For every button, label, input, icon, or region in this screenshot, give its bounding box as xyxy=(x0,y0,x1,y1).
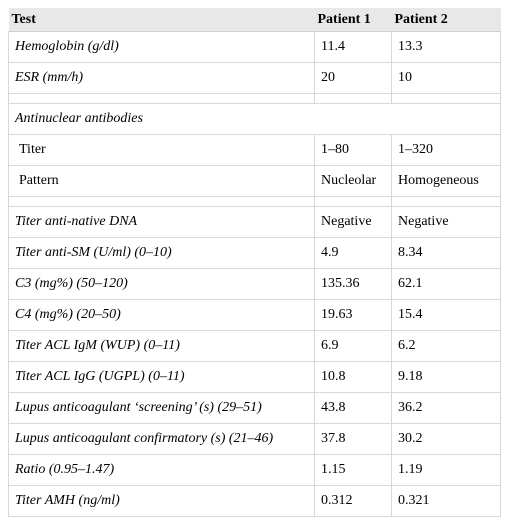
test-label: Lupus anticoagulant ‘screening’ (s) (29–51) xyxy=(9,393,315,424)
patient-1-value: 20 xyxy=(315,63,392,94)
patient-1-value: 1.15 xyxy=(315,455,392,486)
table-row-c4 xyxy=(9,300,501,331)
patient-1-value: 19.63 xyxy=(315,300,392,331)
table-row-titer xyxy=(9,135,501,166)
table-row-la-confirmatory xyxy=(9,424,501,455)
test-label: Pattern xyxy=(9,166,315,197)
patient-2-value: 10 xyxy=(392,63,501,94)
patient-1-value: Negative xyxy=(315,207,392,238)
patient-2-value: 62.1 xyxy=(392,269,501,300)
table-row-la-screening xyxy=(9,393,501,424)
patient-1-value: 11.4 xyxy=(315,32,392,63)
patient-1-value: 135.36 xyxy=(315,269,392,300)
table-row-c3 xyxy=(9,269,501,300)
patient-1-value: 10.8 xyxy=(315,362,392,393)
test-label: Ratio (0.95–1.47) xyxy=(9,455,315,486)
spacer-cell xyxy=(315,94,392,104)
table-header xyxy=(9,8,501,32)
test-label: Titer anti-SM (U/ml) (0–10) xyxy=(9,238,315,269)
patient-2-value: 30.2 xyxy=(392,424,501,455)
patient-2-value: 8.34 xyxy=(392,238,501,269)
spacer-cell xyxy=(392,197,501,207)
patient-2-value: 0.321 xyxy=(392,486,501,517)
test-label: Titer xyxy=(9,135,315,166)
spacer-cell xyxy=(315,197,392,207)
patient-1-value: 0.312 xyxy=(315,486,392,517)
table-row-anti-sm xyxy=(9,238,501,269)
patient-2-value: Homogeneous xyxy=(392,166,501,197)
table-row-amh xyxy=(9,486,501,517)
patient-2-value: 1.19 xyxy=(392,455,501,486)
spacer-row xyxy=(9,197,501,207)
test-label: Titer AMH (ng/ml) xyxy=(9,486,315,517)
patient-2-value: 13.3 xyxy=(392,32,501,63)
table-body xyxy=(9,32,501,517)
test-label: C4 (mg%) (20–50) xyxy=(9,300,315,331)
patient-2-value: 36.2 xyxy=(392,393,501,424)
table-row-antinuclear-antibodies xyxy=(9,104,501,135)
patient-1-value: 6.9 xyxy=(315,331,392,362)
patient-1-value: 1–80 xyxy=(315,135,392,166)
table-row-hemoglobin xyxy=(9,32,501,63)
spacer-row xyxy=(9,94,501,104)
table-row-acl-igg xyxy=(9,362,501,393)
test-label: Titer ACL IgM (WUP) (0–11) xyxy=(9,331,315,362)
test-label: ESR (mm/h) xyxy=(9,63,315,94)
test-label: Titer anti-native DNA xyxy=(9,207,315,238)
patient-1-value: 37.8 xyxy=(315,424,392,455)
table-row-acl-igm xyxy=(9,331,501,362)
patient-1-value: 43.8 xyxy=(315,393,392,424)
spacer-cell xyxy=(392,94,501,104)
header-patient-1: Patient 1 xyxy=(315,8,392,32)
header-patient-2: Patient 2 xyxy=(392,8,501,32)
table-row-pattern xyxy=(9,166,501,197)
table-row-esr xyxy=(9,63,501,94)
test-label: Titer ACL IgG (UGPL) (0–11) xyxy=(9,362,315,393)
patient-1-value: Nucleolar xyxy=(315,166,392,197)
patient-2-value: 1–320 xyxy=(392,135,501,166)
header-row xyxy=(9,8,501,32)
patient-2-value: 9.18 xyxy=(392,362,501,393)
spacer-cell xyxy=(9,94,315,104)
test-label: Hemoglobin (g/dl) xyxy=(9,32,315,63)
patient-2-value: 6.2 xyxy=(392,331,501,362)
test-label: Lupus anticoagulant confirmatory (s) (21–46) xyxy=(9,424,315,455)
header-test: Test xyxy=(9,8,315,32)
spacer-cell xyxy=(9,197,315,207)
section-label: Antinuclear antibodies xyxy=(9,104,501,135)
patient-1-value: 4.9 xyxy=(315,238,392,269)
patient-2-value: Negative xyxy=(392,207,501,238)
lab-results-table xyxy=(8,8,501,517)
table-row-ratio xyxy=(9,455,501,486)
table-row-anti-dna xyxy=(9,207,501,238)
test-label: C3 (mg%) (50–120) xyxy=(9,269,315,300)
patient-2-value: 15.4 xyxy=(392,300,501,331)
